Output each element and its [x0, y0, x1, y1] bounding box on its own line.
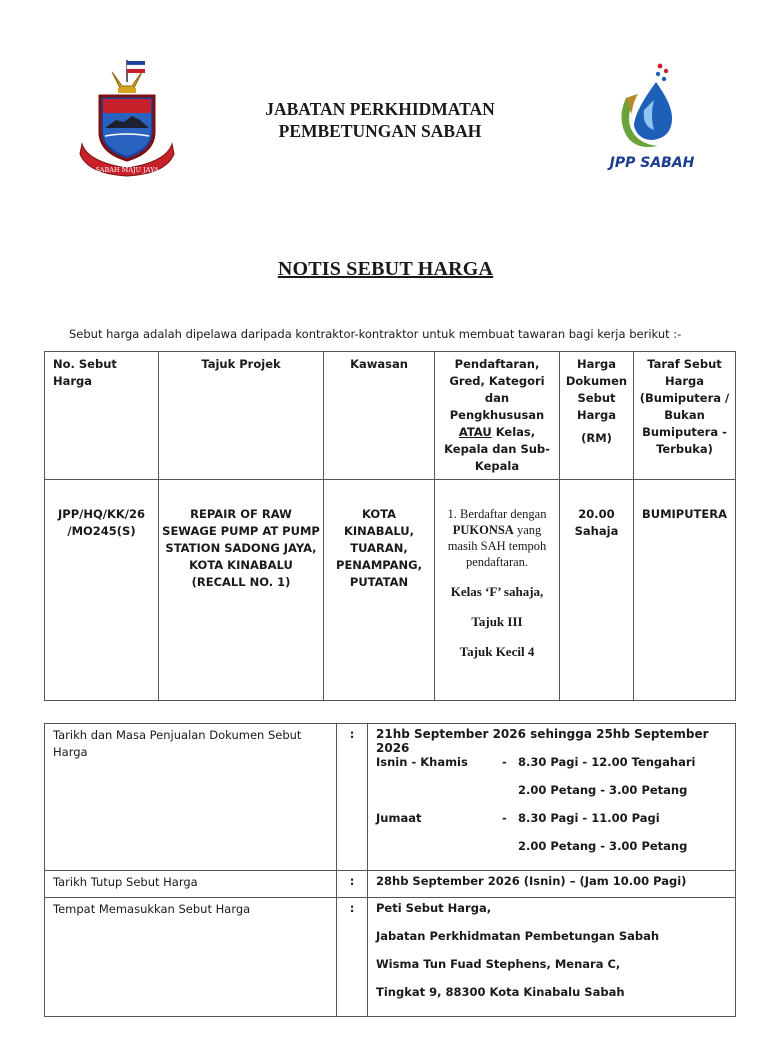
header-harga [560, 352, 634, 480]
close-label: Tarikh Tutup Sebut Harga [45, 871, 337, 898]
sale-dates: 21hb September 2026 sehingga 25hb September 2026 [376, 727, 709, 755]
cell-tajuk: REPAIR OF RAW SEWAGE PUMP AT PUMP STATION SADONG JAYA, KOTA KINABALU (RECALL NO. 1) [159, 480, 324, 701]
sale-colon: : [337, 724, 368, 871]
header-harga-label: Harga Dokumen Sebut Harga [565, 357, 628, 422]
cell-kawasan: KOTA KINABALU, TUARAN, PENAMPANG, PUTATAN [324, 480, 435, 701]
address-line: Jabatan Perkhidmatan Pembetungan Sabah [376, 929, 660, 943]
schedule-time: 2.00 Petang - 3.00 Petang [518, 783, 688, 797]
schedule-time: 8.30 Pagi - 11.00 Pagi [518, 811, 660, 825]
header-pendaftaran [435, 352, 560, 480]
place-value [368, 898, 736, 1017]
place-colon: : [337, 898, 368, 1017]
sale-schedule [376, 755, 727, 867]
details-table [44, 723, 736, 1017]
schedule-time: 2.00 Petang - 3.00 Petang [518, 839, 688, 853]
logo-text: JPP SABAH [609, 155, 695, 171]
place-label: Tempat Memasukkan Sebut Harga [45, 898, 337, 1017]
place-row [45, 898, 736, 1017]
header-tajuk: Tajuk Projek [159, 352, 324, 480]
table-header-row [45, 352, 736, 480]
header-pendaftaran-post: Kelas, Kepala dan Sub-Kepala [444, 425, 550, 473]
address-line: Tingkat 9, 88300 Kota Kinabalu Sabah [376, 985, 625, 999]
schedule-day: Isnin - Khamis [376, 755, 468, 769]
registration-requirement [438, 506, 556, 570]
tajuk-iii-text: Tajuk III [471, 614, 523, 629]
notice-title: NOTIS SEBUT HARGA [277, 258, 494, 280]
schedule-row [376, 783, 727, 811]
cell-harga [560, 480, 634, 701]
header-taraf: Taraf Sebut Harga (Bumiputera / Bukan Bumiputera - Terbuka) [634, 352, 736, 480]
schedule-row [376, 839, 727, 867]
header-no: No. Sebut Harga [45, 352, 159, 480]
cell-taraf: BUMIPUTERA [634, 480, 736, 701]
address-line: Wisma Tun Fuad Stephens, Menara C, [376, 957, 621, 971]
jpp-sabah-logo [598, 60, 703, 180]
harga-note: Sahaja [574, 524, 619, 538]
address-line: Peti Sebut Harga, [376, 901, 492, 915]
schedule-row [376, 755, 727, 783]
close-colon: : [337, 871, 368, 898]
sale-value [368, 724, 736, 871]
reg-bold: PUKONSA [452, 523, 514, 537]
cell-pendaftaran [435, 480, 560, 701]
schedule-dash: - [502, 811, 507, 825]
reg-post: yang masih SAH tempoh pendaftaran. [447, 523, 547, 569]
header-harga-unit: (RM) [581, 431, 612, 445]
tajuk-kecil-text: Tajuk Kecil 4 [459, 644, 535, 659]
schedule-dash: - [502, 755, 507, 769]
cell-no: JPP/HQ/KK/26 /MO245(S) [45, 480, 159, 701]
close-row [45, 871, 736, 898]
header-pendaftaran-pre: Pendaftaran, Gred, Kategori dan Pengkhususan [449, 357, 545, 422]
close-value: 28hb September 2026 (Isnin) – (Jam 10.00 Pagi) [368, 871, 736, 898]
sale-row [45, 724, 736, 871]
table-row [45, 480, 736, 701]
department-name [200, 98, 560, 142]
schedule-time: 8.30 Pagi - 12.00 Tengahari [518, 755, 696, 769]
crest-motto: SABAH MAJU JAYA [95, 166, 159, 174]
dept-line-1: JABATAN PERKHIDMATAN [265, 99, 495, 119]
dept-line-2: PEMBETUNGAN SABAH [278, 121, 482, 141]
kelas-text: Kelas ‘F’ sahaja, [450, 584, 544, 599]
project-table [44, 351, 736, 701]
schedule-day: Jumaat [376, 811, 422, 825]
schedule-row [376, 811, 727, 839]
harga-value: 20.00 [578, 507, 615, 521]
header-pendaftaran-atau: ATAU [458, 425, 492, 439]
reg-pre: 1. Berdaftar dengan [447, 507, 547, 521]
header-kawasan: Kawasan [324, 352, 435, 480]
sabah-crest-logo [78, 58, 176, 178]
sale-label: Tarikh dan Masa Penjualan Dokumen Sebut Harga [45, 724, 337, 871]
intro-text: Sebut harga adalah dipelawa daripada kontraktor-kontraktor untuk membuat tawaran bagi kerja berikut :- [69, 327, 682, 341]
